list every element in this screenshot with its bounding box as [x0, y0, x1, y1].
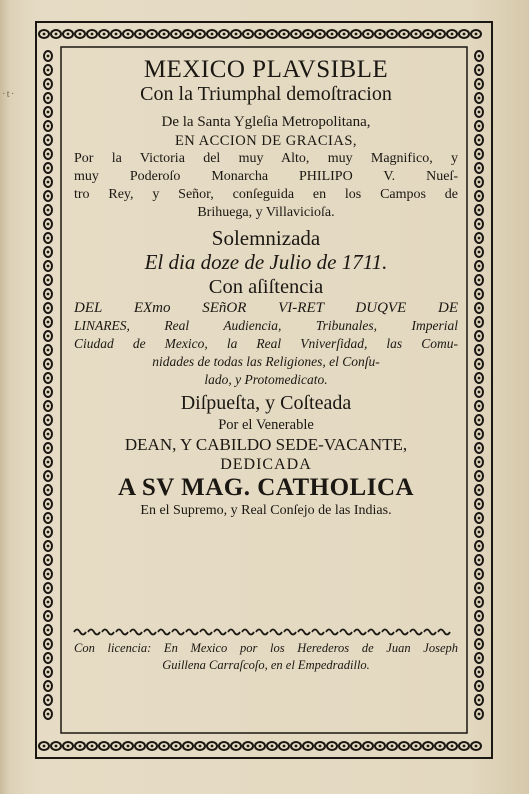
- victory-line-2: muy Poderoſo Monarcha PHILIPO V. Nueſ-: [74, 169, 458, 184]
- church-line: De la Santa Ygleſia Metropolitana,: [161, 114, 371, 130]
- dean-line: DEAN, Y CABILDO SEDE-VACANTE,: [124, 435, 408, 454]
- asistencia-heading: Con aſiſtencia: [208, 276, 324, 298]
- attendance-line-5: lado, y Protomedicato.: [204, 372, 328, 387]
- imprint-block: [74, 640, 458, 674]
- border-ornament-left: [44, 51, 52, 719]
- dispuesta-heading: Diſpueſta, y Coſteada: [180, 392, 352, 414]
- main-title: MEXICO PLAVSIBLE: [143, 56, 389, 83]
- victory-line-3: tro Rey, y Señor, conſeguida en los Campos de: [74, 187, 458, 202]
- subtitle: Con la Triumphal demoſtracion: [140, 83, 392, 105]
- dedicada-line: DEDICADA: [220, 456, 312, 473]
- victory-line-4: Brihuega, y Villavicioſa.: [197, 205, 335, 220]
- venerable-line: Por el Venerable: [218, 417, 314, 433]
- attendance-line-1: DEL EXmo SEñOR VI-RET DUQVE DE: [74, 300, 458, 316]
- border-ornament-right: [475, 51, 483, 719]
- attendance-line-2: LINARES, Real Audiencia, Tribunales, Imperial: [74, 318, 458, 333]
- date-line: El dia doze de Julio de 1711.: [144, 250, 388, 274]
- edge-mark: ·t·: [2, 88, 16, 100]
- imprint-divider-ornament: [74, 630, 450, 635]
- border-ornament-bottom: [39, 742, 481, 750]
- attendance-line-4: nidades de todas las Religiones, el Conſu-: [152, 354, 380, 369]
- solemnizada-heading: Solemnizada: [211, 226, 321, 250]
- council-line: En el Supremo, y Real Conſejo de las Indias.: [140, 503, 392, 518]
- imprint-line-2: Guillena Carraſcoſo, en el Empedradillo.: [162, 658, 370, 672]
- title-block: [74, 56, 458, 519]
- imprint-line-1: Con licencia: En Mexico por los Herederos de Juan Joseph: [74, 641, 458, 655]
- victory-line-1: Por la Victoria del muy Alto, muy Magnifico, y: [74, 151, 458, 166]
- dedicatee-line: A SV MAG. CATHOLICA: [117, 474, 415, 501]
- attendance-line-3: Ciudad de Mexico, la Real Vniverſidad, las Comu-: [74, 336, 458, 351]
- border-ornament-top: [39, 30, 481, 38]
- thanksgiving-line: EN ACCION DE GRACIAS,: [174, 133, 358, 149]
